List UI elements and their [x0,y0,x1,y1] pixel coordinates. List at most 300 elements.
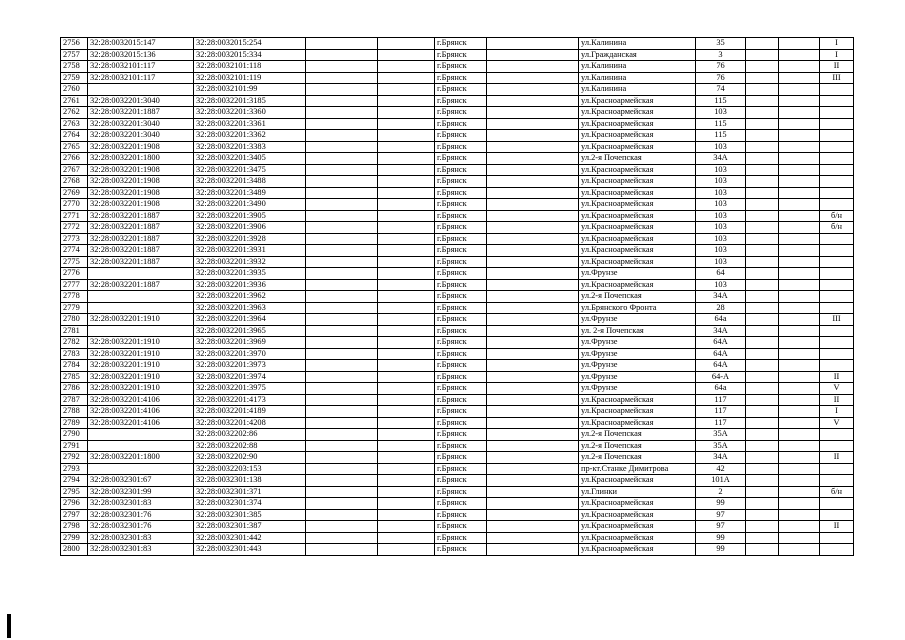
premises-number: I [820,49,854,61]
street: ул.Красноармейская [579,176,696,188]
table-row [61,452,854,464]
cadastral-number: 32:28:0032201:3185 [194,95,306,107]
city: г.Брянск [435,291,487,303]
street: ул.Глинки [579,486,696,498]
street: ул.Красноармейская [579,406,696,418]
parent-cadastral-number: 32:28:0032201:4106 [88,406,194,418]
row-number: 2766 [61,153,88,165]
blank-cell [306,107,378,119]
blank-cell [378,314,435,326]
blank-cell [779,394,820,406]
house-number: 103 [696,233,746,245]
blank-cell [746,118,779,130]
table-row [61,84,854,96]
blank-cell [378,452,435,464]
street: ул.Калинина [579,61,696,73]
premises-number [820,187,854,199]
blank-cell [487,95,579,107]
street: ул.Красноармейская [579,107,696,119]
cadastral-number: 32:28:0032201:3931 [194,245,306,257]
blank-cell [779,84,820,96]
parent-cadastral-number: 32:28:0032201:1887 [88,210,194,222]
row-number: 2777 [61,279,88,291]
blank-cell [306,360,378,372]
cadastral-number: 32:28:0032301:442 [194,532,306,544]
table-row [61,245,854,257]
row-number: 2791 [61,440,88,452]
blank-cell [378,118,435,130]
blank-cell [746,130,779,142]
blank-cell [306,245,378,257]
blank-cell [487,268,579,280]
blank-cell [779,72,820,84]
parent-cadastral-number: 32:28:0032201:1910 [88,314,194,326]
blank-cell [487,222,579,234]
city: г.Брянск [435,153,487,165]
row-number: 2790 [61,429,88,441]
street: ул.Фрунзе [579,360,696,372]
house-number: 117 [696,406,746,418]
street: ул.Красноармейская [579,210,696,222]
blank-cell [779,279,820,291]
blank-cell [746,440,779,452]
blank-cell [746,429,779,441]
parent-cadastral-number: 32:28:0032201:1910 [88,371,194,383]
premises-number [820,544,854,556]
blank-cell [306,38,378,50]
blank-cell [779,49,820,61]
parent-cadastral-number: 32:28:0032201:1800 [88,452,194,464]
cadastral-number: 32:28:0032301:138 [194,475,306,487]
blank-cell [487,440,579,452]
blank-cell [779,337,820,349]
city: г.Брянск [435,61,487,73]
blank-cell [779,417,820,429]
row-number: 2759 [61,72,88,84]
blank-cell [487,141,579,153]
table-row [61,463,854,475]
street: ул.Фрунзе [579,383,696,395]
table-row [61,475,854,487]
row-number: 2800 [61,544,88,556]
table-row [61,383,854,395]
table-row [61,72,854,84]
house-number: 103 [696,141,746,153]
parent-cadastral-number [88,84,194,96]
blank-cell [306,268,378,280]
blank-cell [746,532,779,544]
blank-cell [378,371,435,383]
table-row [61,337,854,349]
cadastral-number: 32:28:0032201:3936 [194,279,306,291]
table-row [61,199,854,211]
parent-cadastral-number: 32:28:0032301:76 [88,521,194,533]
premises-number [820,95,854,107]
house-number: 103 [696,256,746,268]
blank-cell [378,72,435,84]
blank-cell [306,383,378,395]
blank-cell [746,279,779,291]
blank-cell [779,475,820,487]
blank-cell [487,118,579,130]
blank-cell [746,498,779,510]
blank-cell [746,509,779,521]
blank-cell [378,325,435,337]
street: ул.Брянского Фронта [579,302,696,314]
table-row [61,429,854,441]
blank-cell [487,153,579,165]
premises-number [820,360,854,372]
parent-cadastral-number [88,463,194,475]
blank-cell [378,176,435,188]
street: ул.Фрунзе [579,371,696,383]
parent-cadastral-number: 32:28:0032201:1910 [88,337,194,349]
street: ул.Красноармейская [579,233,696,245]
premises-number: II [820,394,854,406]
table-row [61,544,854,556]
blank-cell [746,49,779,61]
cadastral-number: 32:28:0032201:3970 [194,348,306,360]
blank-cell [746,61,779,73]
blank-cell [746,291,779,303]
street: ул.Красноармейская [579,199,696,211]
cadastral-number: 32:28:0032201:3362 [194,130,306,142]
city: г.Брянск [435,532,487,544]
blank-cell [487,84,579,96]
row-number: 2794 [61,475,88,487]
blank-cell [378,233,435,245]
blank-cell [306,164,378,176]
street: ул.Красноармейская [579,521,696,533]
blank-cell [746,245,779,257]
blank-cell [746,417,779,429]
table-row [61,210,854,222]
row-number: 2786 [61,383,88,395]
blank-cell [306,498,378,510]
premises-number [820,325,854,337]
city: г.Брянск [435,498,487,510]
street: ул.Красноармейская [579,544,696,556]
street: ул.Красноармейская [579,187,696,199]
blank-cell [779,406,820,418]
parent-cadastral-number: 32:28:0032201:1910 [88,348,194,360]
house-number: 34А [696,452,746,464]
cadastral-number: 32:28:0032201:3928 [194,233,306,245]
blank-cell [306,187,378,199]
parent-cadastral-number: 32:28:0032201:1908 [88,176,194,188]
blank-cell [779,452,820,464]
parent-cadastral-number: 32:28:0032201:1800 [88,153,194,165]
blank-cell [746,521,779,533]
blank-cell [746,187,779,199]
row-number: 2780 [61,314,88,326]
blank-cell [306,509,378,521]
cadastral-number: 32:28:0032201:4208 [194,417,306,429]
edge-mark [7,614,11,638]
blank-cell [306,544,378,556]
row-number: 2796 [61,498,88,510]
blank-cell [378,394,435,406]
row-number: 2767 [61,164,88,176]
blank-cell [746,360,779,372]
premises-number: V [820,383,854,395]
cadastral-number: 32:28:0032301:387 [194,521,306,533]
parent-cadastral-number: 32:28:0032201:1887 [88,222,194,234]
table-row [61,486,854,498]
blank-cell [746,84,779,96]
blank-cell [306,153,378,165]
premises-number [820,279,854,291]
blank-cell [306,475,378,487]
house-number: 3 [696,49,746,61]
blank-cell [779,118,820,130]
city: г.Брянск [435,440,487,452]
blank-cell [306,291,378,303]
blank-cell [378,141,435,153]
premises-number: б/н [820,486,854,498]
street: ул.Красноармейская [579,394,696,406]
parent-cadastral-number: 32:28:0032201:3040 [88,95,194,107]
table-row [61,141,854,153]
premises-number [820,498,854,510]
blank-cell [746,348,779,360]
row-number: 2797 [61,509,88,521]
parent-cadastral-number: 32:28:0032201:1887 [88,107,194,119]
blank-cell [306,314,378,326]
blank-cell [487,429,579,441]
blank-cell [378,475,435,487]
premises-number [820,429,854,441]
blank-cell [487,38,579,50]
blank-cell [779,486,820,498]
blank-cell [378,486,435,498]
blank-cell [746,153,779,165]
parent-cadastral-number [88,268,194,280]
house-number: 35 [696,38,746,50]
blank-cell [306,61,378,73]
blank-cell [779,164,820,176]
row-number: 2772 [61,222,88,234]
city: г.Брянск [435,475,487,487]
premises-number [820,291,854,303]
parent-cadastral-number: 32:28:0032201:1908 [88,164,194,176]
parent-cadastral-number: 32:28:0032101:117 [88,72,194,84]
table-row [61,233,854,245]
table-row [61,118,854,130]
blank-cell [746,107,779,119]
blank-cell [378,360,435,372]
blank-cell [487,130,579,142]
blank-cell [378,268,435,280]
premises-number: II [820,521,854,533]
city: г.Брянск [435,521,487,533]
house-number: 42 [696,463,746,475]
blank-cell [306,141,378,153]
cadastral-number: 32:28:0032201:3405 [194,153,306,165]
city: г.Брянск [435,406,487,418]
street: ул.2-я Почепская [579,153,696,165]
street: ул.2-я Почепская [579,429,696,441]
row-number: 2768 [61,176,88,188]
city: г.Брянск [435,72,487,84]
blank-cell [378,509,435,521]
blank-cell [779,509,820,521]
blank-cell [779,210,820,222]
blank-cell [487,337,579,349]
premises-number [820,84,854,96]
premises-number: I [820,38,854,50]
city: г.Брянск [435,256,487,268]
street: ул. 2-я Почепская [579,325,696,337]
blank-cell [487,486,579,498]
house-number: 103 [696,279,746,291]
table-row [61,176,854,188]
premises-number: б/н [820,222,854,234]
blank-cell [378,245,435,257]
blank-cell [306,348,378,360]
blank-cell [487,509,579,521]
house-number: 76 [696,61,746,73]
blank-cell [779,314,820,326]
cadastral-number: 32:28:0032201:3973 [194,360,306,372]
blank-cell [487,61,579,73]
city: г.Брянск [435,164,487,176]
blank-cell [487,291,579,303]
blank-cell [306,84,378,96]
blank-cell [746,325,779,337]
city: г.Брянск [435,118,487,130]
blank-cell [378,440,435,452]
premises-number: III [820,72,854,84]
table-row [61,49,854,61]
row-number: 2773 [61,233,88,245]
cadastral-number: 32:28:0032201:3964 [194,314,306,326]
premises-number [820,463,854,475]
premises-number [820,130,854,142]
row-number: 2758 [61,61,88,73]
blank-cell [306,417,378,429]
blank-cell [487,532,579,544]
row-number: 2783 [61,348,88,360]
blank-cell [306,486,378,498]
blank-cell [378,49,435,61]
street: ул.Красноармейская [579,164,696,176]
house-number: 103 [696,187,746,199]
city: г.Брянск [435,268,487,280]
parent-cadastral-number [88,302,194,314]
street: ул.Красноармейская [579,141,696,153]
blank-cell [378,348,435,360]
blank-cell [746,463,779,475]
blank-cell [378,210,435,222]
city: г.Брянск [435,486,487,498]
blank-cell [779,268,820,280]
cadastral-number: 32:28:0032101:118 [194,61,306,73]
blank-cell [306,222,378,234]
blank-cell [779,383,820,395]
table-row [61,314,854,326]
parent-cadastral-number: 32:28:0032201:1908 [88,141,194,153]
row-number: 2792 [61,452,88,464]
row-number: 2778 [61,291,88,303]
premises-number: б/н [820,210,854,222]
blank-cell [306,521,378,533]
cadastral-number: 32:28:0032201:4189 [194,406,306,418]
blank-cell [487,245,579,257]
blank-cell [378,429,435,441]
row-number: 2795 [61,486,88,498]
blank-cell [746,314,779,326]
row-number: 2756 [61,38,88,50]
cadastral-number: 32:28:0032201:4173 [194,394,306,406]
city: г.Брянск [435,463,487,475]
premises-number [820,118,854,130]
blank-cell [779,544,820,556]
blank-cell [779,371,820,383]
blank-cell [306,463,378,475]
blank-cell [306,256,378,268]
blank-cell [746,176,779,188]
street: ул.2-я Почепская [579,452,696,464]
row-number: 2771 [61,210,88,222]
blank-cell [378,95,435,107]
blank-cell [487,463,579,475]
table-row [61,256,854,268]
blank-cell [746,268,779,280]
house-number: 35А [696,429,746,441]
house-number: 2 [696,486,746,498]
row-number: 2784 [61,360,88,372]
city: г.Брянск [435,360,487,372]
blank-cell [779,176,820,188]
blank-cell [779,291,820,303]
cadastral-number: 32:28:0032101:99 [194,84,306,96]
parent-cadastral-number: 32:28:0032201:4106 [88,394,194,406]
table-row [61,153,854,165]
house-number: 103 [696,222,746,234]
row-number: 2757 [61,49,88,61]
blank-cell [746,371,779,383]
blank-cell [378,107,435,119]
house-number: 76 [696,72,746,84]
blank-cell [779,130,820,142]
table-row [61,348,854,360]
blank-cell [378,256,435,268]
row-number: 2781 [61,325,88,337]
parent-cadastral-number: 32:28:0032201:1887 [88,256,194,268]
premises-number [820,532,854,544]
blank-cell [746,95,779,107]
row-number: 2787 [61,394,88,406]
house-number: 34А [696,325,746,337]
cadastral-number: 32:28:0032201:3490 [194,199,306,211]
city: г.Брянск [435,429,487,441]
blank-cell [779,199,820,211]
parent-cadastral-number: 32:28:0032301:83 [88,532,194,544]
parent-cadastral-number: 32:28:0032201:1887 [88,245,194,257]
blank-cell [487,302,579,314]
street: ул.Фрунзе [579,348,696,360]
blank-cell [487,521,579,533]
table-row [61,406,854,418]
premises-number [820,337,854,349]
blank-cell [746,394,779,406]
blank-cell [779,532,820,544]
city: г.Брянск [435,49,487,61]
blank-cell [487,49,579,61]
blank-cell [779,360,820,372]
blank-cell [487,371,579,383]
